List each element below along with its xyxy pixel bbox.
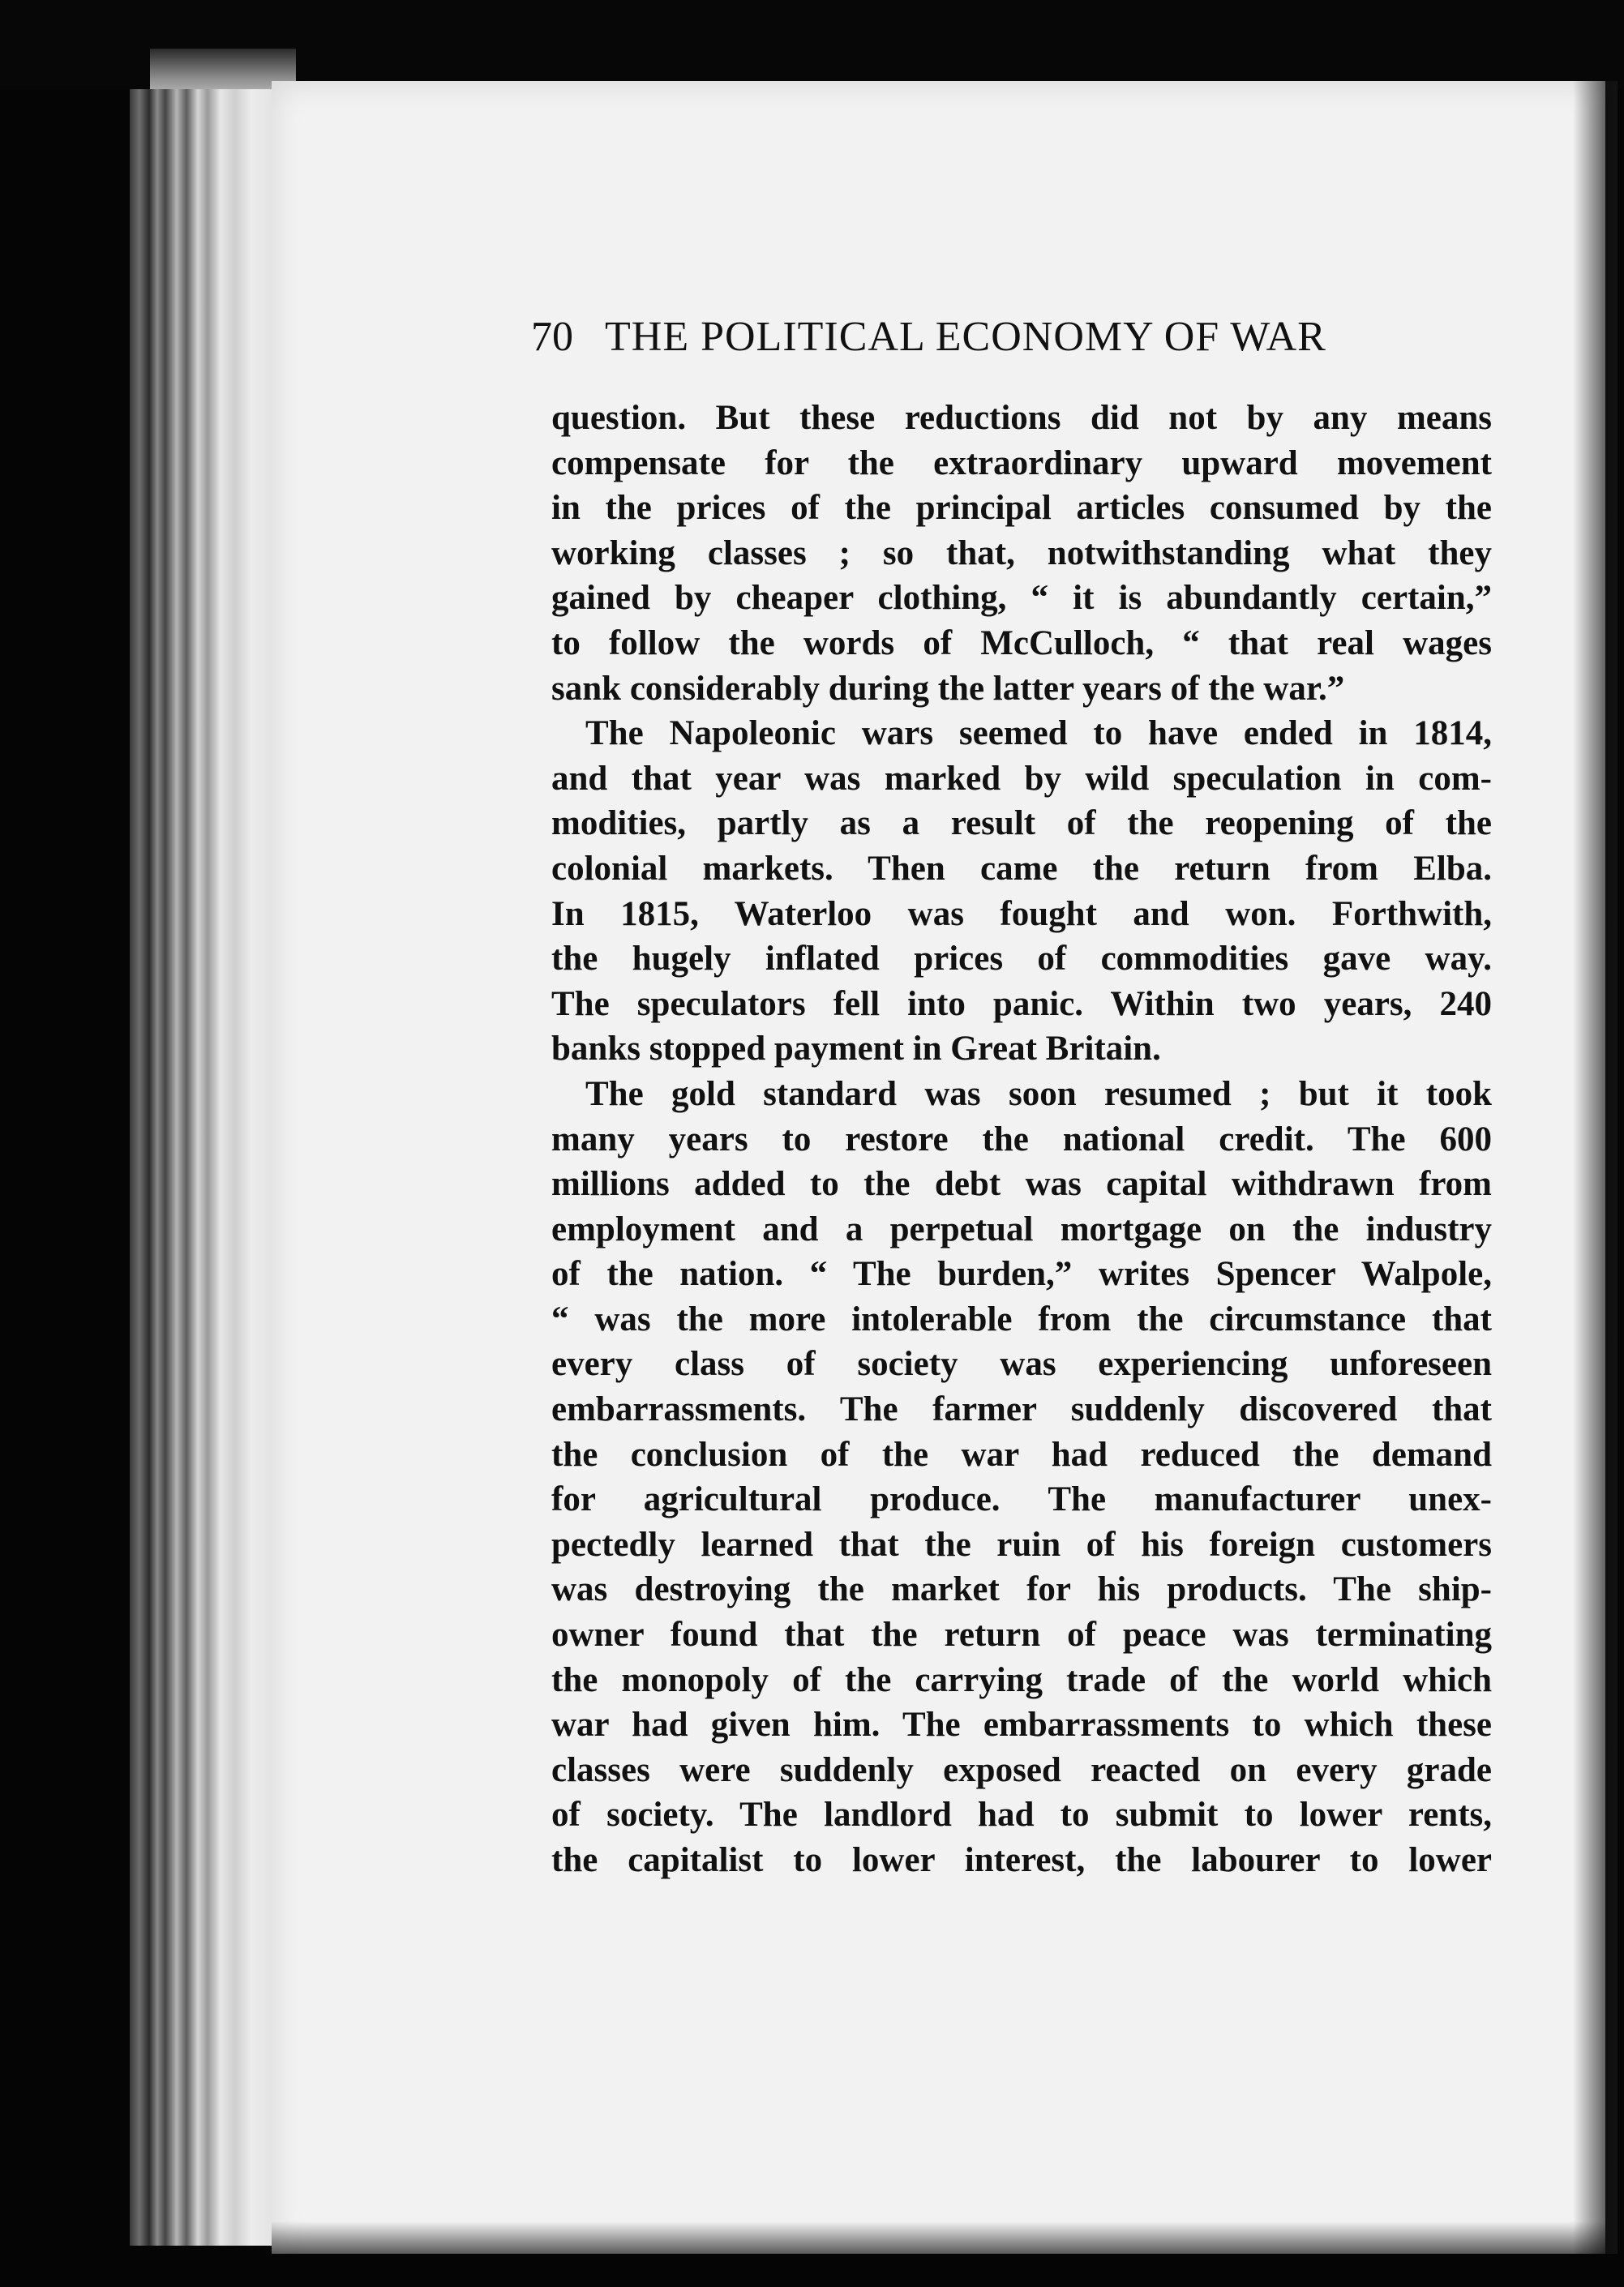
text-line: banks stopped payment in Great Britain. (551, 1030, 1161, 1069)
text-line: The speculators fell into panic. Within two years, 240 (551, 984, 1492, 1023)
text-line: of society. The landlord had to submit to lower rents, (551, 1796, 1492, 1835)
text-line: The Napoleonic wars seemed to have ended in 1814, (585, 714, 1492, 753)
text-line: for agricultural produce. The manufacturer unex- (551, 1480, 1492, 1519)
body-text (551, 396, 1492, 1883)
text-line: pectedly learned that the ruin of his foreign customers (551, 1525, 1492, 1564)
page-number: 70 (531, 314, 573, 360)
text-line: In 1815, Waterloo was fought and won. Forthwith, (551, 894, 1492, 933)
text-line: The gold standard was soon resumed ; but it took (585, 1074, 1492, 1113)
text-line: the capitalist to lower interest, the labourer to lower (551, 1841, 1492, 1879)
text-line: war had given him. The embarrassments to which these (551, 1706, 1492, 1745)
text-line: sank considerably during the latter years of the war.” (551, 669, 1345, 708)
running-title: THE POLITICAL ECONOMY OF WAR (605, 314, 1326, 360)
text-line: and that year was marked by wild speculation in com- (551, 759, 1492, 798)
text-line: employment and a perpetual mortgage on the industry (551, 1210, 1492, 1248)
text-line: working classes ; so that, notwithstanding what they (551, 533, 1492, 572)
page-stack-edges (130, 89, 284, 2246)
text-line: millions added to the debt was capital withdrawn from (551, 1165, 1492, 1204)
page-gutter-shadow (1573, 81, 1618, 2254)
running-head (531, 310, 1423, 365)
page-bottom-shadow (272, 2221, 1605, 2254)
text-line: of the nation. “ The burden,” writes Spencer Walpole, (551, 1255, 1492, 1294)
text-line: many years to restore the national credit. The 600 (551, 1120, 1492, 1158)
text-line: gained by cheaper clothing, “ it is abundantly certain,” (551, 579, 1492, 618)
text-line: modities, partly as a result of the reopening of the (551, 804, 1492, 843)
text-line: compensate for the extraordinary upward movement (551, 443, 1492, 482)
text-line: the monopoly of the carrying trade of the world which (551, 1660, 1492, 1699)
text-line: “ was the more intolerable from the circumstance that (551, 1300, 1492, 1338)
text-line: colonial markets. Then came the return from Elba. (551, 849, 1492, 888)
text-line: was destroying the market for his products. The ship- (551, 1570, 1492, 1609)
text-line: question. But these reductions did not by any means (551, 399, 1492, 437)
text-line: owner found that the return of peace was terminating (551, 1616, 1492, 1655)
text-line: classes were suddenly exposed reacted on every grade (551, 1750, 1492, 1789)
text-line: to follow the words of McCulloch, “ that real wages (551, 623, 1492, 662)
text-line: embarrassments. The farmer suddenly discovered that (551, 1390, 1492, 1429)
text-line: in the prices of the principal articles consumed by the (551, 489, 1492, 528)
text-line: every class of society was experiencing unforeseen (551, 1345, 1492, 1384)
text-line: the conclusion of the war had reduced the demand (551, 1435, 1492, 1474)
text-line: the hugely inflated prices of commodities gave way. (551, 940, 1492, 979)
